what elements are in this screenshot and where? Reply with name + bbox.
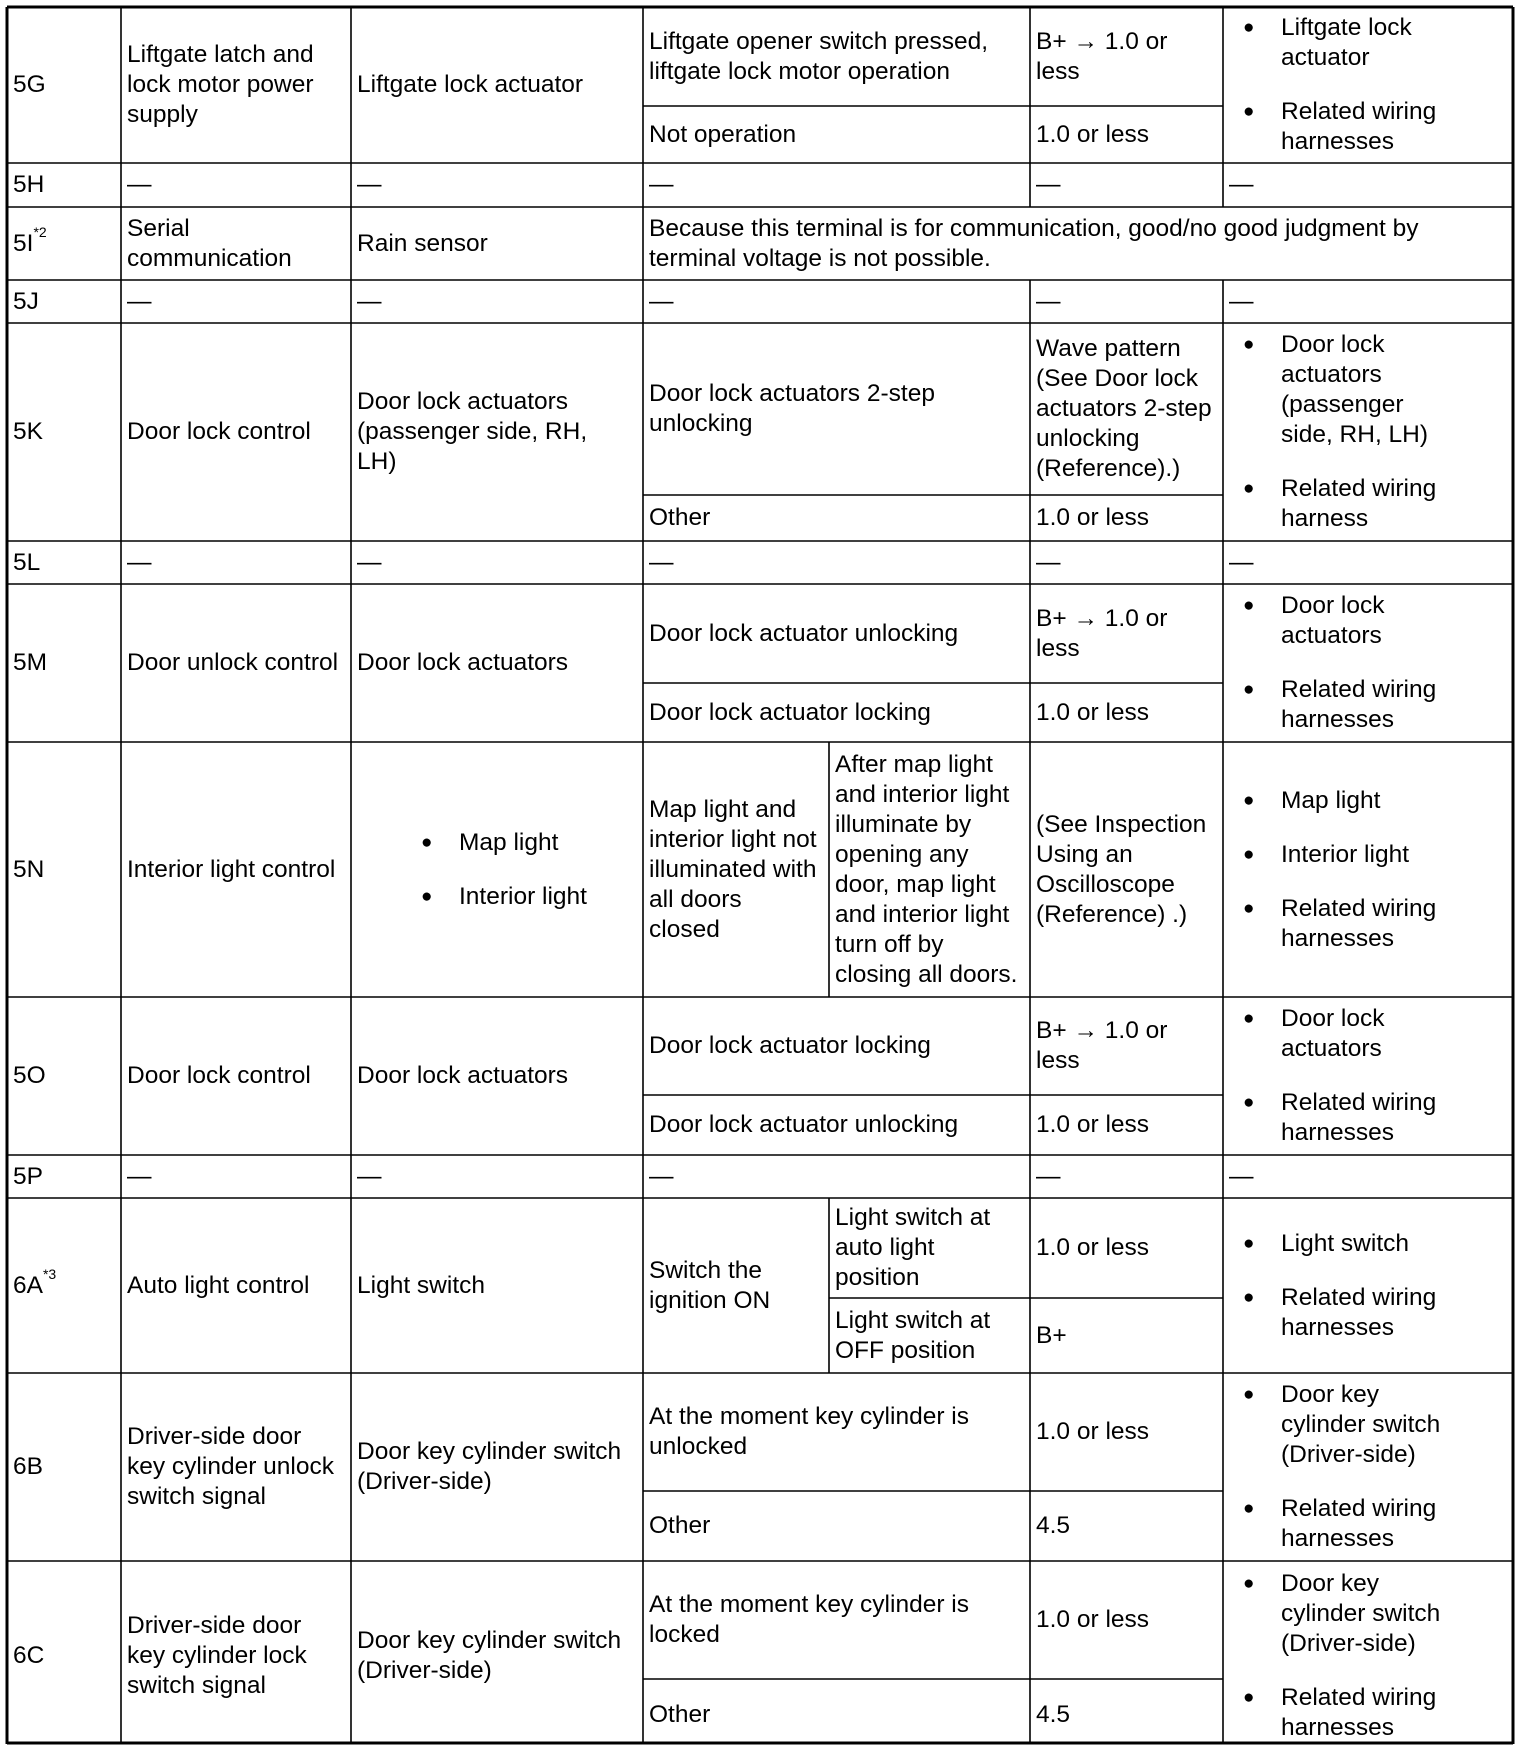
condition-cell <box>643 683 1030 742</box>
condition-cell <box>643 1155 1030 1198</box>
value-cell <box>1030 742 1223 997</box>
value-cell <box>1030 683 1223 742</box>
terminal-cell <box>7 163 121 207</box>
footnote-marker: *2 <box>33 224 47 241</box>
text-value: Light switch at auto light position <box>835 1204 991 1291</box>
text-value: — <box>357 171 382 198</box>
value <box>1036 604 1167 664</box>
signal-cell <box>121 1155 351 1198</box>
text-value: Other <box>649 1512 711 1539</box>
value-cell <box>1030 7 1223 106</box>
connected-part <box>357 1271 485 1301</box>
bullet-item: ● Liftgate lock actuator <box>1229 13 1436 73</box>
bullet-item: ● Interior light <box>1229 840 1436 870</box>
signal-name <box>127 548 152 578</box>
check-cell <box>1223 997 1513 1155</box>
text-value: Door lock control <box>127 1062 311 1089</box>
value <box>1036 503 1149 533</box>
text-value: Other <box>649 504 711 531</box>
bullet-item: ● Related wiring harnesses <box>1229 1683 1440 1743</box>
condition <box>649 1031 931 1061</box>
text-value: Auto light control <box>127 1271 310 1299</box>
terminal-number <box>13 1452 43 1482</box>
text-value: 1.0 or less <box>1036 1418 1150 1445</box>
bullet-item: ● Related wiring harnesses <box>1229 1494 1440 1554</box>
terminal-number <box>13 287 39 317</box>
text-value: B+ → 1.0 or less <box>1036 1017 1168 1074</box>
condition <box>649 379 935 439</box>
text-value: Because this terminal is for communication, good/no good judgment by terminal voltage is not possible. <box>649 214 1419 272</box>
text-value: Rain sensor <box>357 229 488 257</box>
value-cell <box>1030 1198 1223 1298</box>
condition-cell <box>643 541 1030 584</box>
connected-cell <box>351 997 643 1155</box>
text-value: — <box>1036 171 1061 198</box>
condition <box>649 503 710 533</box>
check-cell <box>1223 280 1513 323</box>
terminal-number <box>13 548 40 578</box>
terminal-cell <box>7 280 121 323</box>
text-value: Switch the ignition ON <box>649 1256 771 1314</box>
connected-cell <box>351 207 643 280</box>
connected-cell <box>351 1198 643 1373</box>
text-value: 5N <box>13 855 45 883</box>
condition <box>649 619 958 649</box>
text-value: B+ → 1.0 or less <box>1036 27 1168 85</box>
condition <box>649 1511 710 1541</box>
sub-condition-cell <box>829 1298 1030 1373</box>
text-value: — <box>1229 287 1254 315</box>
text-value: 6C <box>13 1641 45 1669</box>
condition-cell <box>643 106 1030 163</box>
text-value: Driver-side door key cylinder lock switch signal <box>127 1611 307 1699</box>
terminal-number <box>13 648 47 678</box>
value-cell <box>1030 1095 1223 1155</box>
check-cell <box>1223 163 1513 207</box>
text-value: Liftgate latch and lock motor power supply <box>127 41 314 128</box>
terminal-cell <box>7 1155 121 1198</box>
text-value: Door unlock control <box>127 649 339 676</box>
condition <box>649 548 674 578</box>
signal-name <box>127 1611 307 1701</box>
condition <box>649 287 674 317</box>
text-value: — <box>1036 287 1061 315</box>
check-list <box>1229 1229 1436 1343</box>
check-cell <box>1223 742 1513 997</box>
bullet-item: ● Map light <box>407 828 587 858</box>
signal-cell <box>121 280 351 323</box>
terminal-cell <box>7 997 121 1155</box>
check-cell <box>1223 1373 1513 1561</box>
connected-cell <box>351 1155 643 1198</box>
value <box>1036 810 1206 930</box>
text-value: — <box>1229 548 1254 576</box>
value-cell <box>1030 1155 1223 1198</box>
condition-cell <box>643 1679 1030 1750</box>
connected-cell <box>351 1561 643 1750</box>
bullet-item: ● Door lock actuators (passenger side, RH, LH) <box>1229 330 1436 450</box>
condition-cell <box>643 1095 1030 1155</box>
sub-condition <box>835 1306 990 1366</box>
connected-part <box>357 70 583 100</box>
check-cell <box>1223 541 1513 584</box>
terminal-cell <box>7 1561 121 1750</box>
check-list <box>1229 1004 1436 1148</box>
text-value: 4.5 <box>1036 1700 1071 1728</box>
text-value: At the moment key cylinder is locked <box>649 1591 969 1648</box>
signal-name <box>127 287 152 317</box>
signal-name <box>127 170 152 200</box>
sub-condition-cell <box>829 742 1030 997</box>
text-value: B+ → 1.0 or less <box>1036 604 1168 662</box>
text-value: — <box>649 548 674 576</box>
terminal-cell <box>7 584 121 742</box>
value-cell <box>1030 495 1223 541</box>
text-value: 5K <box>13 418 43 445</box>
value-cell <box>1030 1373 1223 1491</box>
value <box>1036 1417 1149 1447</box>
value <box>1036 287 1061 317</box>
bullet-item: ● Map light <box>1229 786 1436 816</box>
condition-cell <box>643 1561 1030 1679</box>
signal-name <box>127 1162 152 1192</box>
text-value: B+ <box>1036 1321 1067 1349</box>
condition <box>649 1700 710 1730</box>
terminal-number <box>13 417 43 447</box>
check-item <box>1229 1162 1254 1192</box>
condition-cell <box>643 997 1030 1095</box>
communication-note-cell <box>643 207 1513 280</box>
signal-name <box>127 1061 311 1091</box>
text-value: 5G <box>13 71 46 98</box>
signal-cell <box>121 163 351 207</box>
check-item <box>1229 548 1254 578</box>
communication-note <box>649 214 1418 274</box>
check-list <box>1229 13 1436 157</box>
text-value: 5I <box>13 229 34 257</box>
sub-condition-cell <box>829 1198 1030 1298</box>
signal-name <box>127 1271 310 1301</box>
text-value: 5M <box>13 649 48 676</box>
text-value: Light switch at OFF position <box>835 1306 991 1364</box>
text-value: 6A <box>13 1271 43 1299</box>
text-value: After map light and interior light illuminate by opening any door, map light and interior light turn off by closing all doors. <box>835 750 1018 988</box>
terminal-number <box>13 855 44 885</box>
value-cell <box>1030 1298 1223 1373</box>
signal-name <box>127 214 292 274</box>
text-value: — <box>357 287 382 315</box>
text-value: Door lock actuator locking <box>649 698 931 726</box>
text-value: Wave pattern (See Door lock actuators 2-step unlocking (Reference).) <box>1036 335 1212 482</box>
check-list <box>1229 330 1436 534</box>
connected-part <box>357 1626 621 1686</box>
text-value: Door lock actuator unlocking <box>649 1111 959 1138</box>
terminal-number <box>13 1061 46 1091</box>
text-value: — <box>1036 1162 1061 1190</box>
bullet-item: ● Related wiring harnesses <box>1229 894 1436 954</box>
text-value: — <box>1229 1162 1254 1190</box>
connected-part <box>357 1061 568 1091</box>
text-value: Door key cylinder switch (Driver-side) <box>357 1626 622 1684</box>
value <box>1036 120 1149 150</box>
value <box>1036 1162 1061 1192</box>
connected-part <box>357 387 587 477</box>
text-value: — <box>127 1162 152 1190</box>
signal-cell <box>121 997 351 1155</box>
text-value: Driver-side door key cylinder unlock switch signal <box>127 1423 334 1510</box>
text-value: — <box>1229 171 1254 198</box>
text-value: — <box>649 1162 674 1190</box>
condition-cell <box>643 323 1030 495</box>
connected-list <box>407 828 587 912</box>
text-value: Door key cylinder switch (Driver-side) <box>357 1438 622 1495</box>
bullet-item: ● Door key cylinder switch (Driver-side) <box>1229 1569 1440 1659</box>
text-value: 1.0 or less <box>1036 698 1150 726</box>
text-value: 5O <box>13 1062 46 1089</box>
text-value: Interior light control <box>127 855 336 883</box>
bullet-item: ● Related wiring harnesses <box>1229 1088 1436 1148</box>
value <box>1036 1700 1070 1730</box>
check-item <box>1229 287 1254 317</box>
text-value: — <box>649 171 674 198</box>
connected-cell <box>351 742 643 997</box>
check-cell <box>1223 1155 1513 1198</box>
sub-condition <box>835 1203 990 1293</box>
condition-cell <box>643 1373 1030 1491</box>
bullet-item: ● Interior light <box>407 882 587 912</box>
value <box>1036 1511 1070 1541</box>
text-value: (See Inspection Using an Oscilloscope (Reference) .) <box>1036 810 1207 928</box>
value <box>1036 1321 1067 1351</box>
text-value: At the moment key cylinder is unlocked <box>649 1403 969 1460</box>
check-cell <box>1223 584 1513 742</box>
terminal-cell <box>7 541 121 584</box>
signal-cell <box>121 207 351 280</box>
signal-name <box>127 417 311 447</box>
value <box>1036 27 1167 87</box>
terminal-cell <box>7 323 121 541</box>
text-value: 1.0 or less <box>1036 120 1150 148</box>
text-value: — <box>649 287 674 315</box>
signal-cell <box>121 7 351 163</box>
text-value: 1.0 or less <box>1036 1606 1150 1633</box>
terminal-number <box>13 170 44 200</box>
signal-cell <box>121 1373 351 1561</box>
terminal-cell <box>7 1198 121 1373</box>
condition <box>649 1256 770 1316</box>
value <box>1036 698 1149 728</box>
signal-cell <box>121 1561 351 1750</box>
value <box>1036 1233 1149 1263</box>
connected-cell <box>351 584 643 742</box>
signal-cell <box>121 584 351 742</box>
signal-cell <box>121 323 351 541</box>
condition <box>649 1402 969 1462</box>
value-cell <box>1030 280 1223 323</box>
value-cell <box>1030 541 1223 584</box>
terminal-number <box>13 224 47 259</box>
bullet-item: ● Door lock actuators <box>1229 1004 1436 1064</box>
bullet-item: ● Related wiring harnesses <box>1229 97 1436 157</box>
value-cell <box>1030 1679 1223 1750</box>
text-value: 5P <box>13 1162 43 1190</box>
condition-cell <box>643 584 1030 683</box>
text-value: 4.5 <box>1036 1512 1071 1539</box>
condition <box>649 120 796 150</box>
condition-cell <box>643 742 829 997</box>
text-value: Door lock actuators <box>357 649 569 676</box>
bullet-item: ● Related wiring harness <box>1229 474 1436 534</box>
condition <box>649 27 988 87</box>
connected-part <box>357 648 568 678</box>
text-value: Serial communication <box>127 214 292 272</box>
value-cell <box>1030 1561 1223 1679</box>
text-value: Door lock control <box>127 418 311 445</box>
bullet-item: ● Door lock actuators <box>1229 591 1436 651</box>
terminal-cell <box>7 1373 121 1561</box>
text-value: — <box>1036 548 1061 576</box>
value <box>1036 1605 1149 1635</box>
signal-cell <box>121 541 351 584</box>
condition-cell <box>643 280 1030 323</box>
text-value: Other <box>649 1700 711 1728</box>
connected-cell <box>351 1373 643 1561</box>
text-value: Door lock actuators (passenger side, RH, LH) <box>357 388 588 475</box>
condition-cell <box>643 7 1030 106</box>
text-value: 6B <box>13 1453 43 1480</box>
connected-cell <box>351 7 643 163</box>
signal-name <box>127 40 314 130</box>
sub-condition <box>835 750 1017 990</box>
condition-cell <box>643 1198 829 1373</box>
connected-part <box>357 170 382 200</box>
text-value: — <box>127 171 152 198</box>
condition <box>649 1590 969 1650</box>
bullet-item: ● Related wiring harnesses <box>1229 675 1436 735</box>
check-cell <box>1223 7 1513 163</box>
connected-part <box>357 548 382 578</box>
bullet-item: ● Door key cylinder switch (Driver-side) <box>1229 1380 1440 1470</box>
footnote-marker: *3 <box>42 1266 57 1283</box>
signal-name <box>127 855 335 885</box>
text-value: — <box>357 548 382 576</box>
condition-cell <box>643 495 1030 541</box>
text-value: Door lock actuator locking <box>649 1032 931 1059</box>
text-value: 1.0 or less <box>1036 504 1150 531</box>
connected-cell <box>351 163 643 207</box>
check-list <box>1229 1380 1440 1554</box>
text-value: Liftgate lock actuator <box>357 71 584 98</box>
check-list <box>1229 591 1436 735</box>
condition <box>649 1162 674 1192</box>
text-value: 5L <box>13 548 41 576</box>
connected-part <box>357 229 488 259</box>
text-value: Not operation <box>649 120 797 148</box>
text-value: 5J <box>13 287 39 315</box>
text-value: Door lock actuator unlocking <box>649 619 959 647</box>
connected-cell <box>351 323 643 541</box>
connected-part <box>357 1437 621 1497</box>
connected-cell <box>351 541 643 584</box>
condition <box>649 698 931 728</box>
value-cell <box>1030 106 1223 163</box>
check-item <box>1229 170 1254 200</box>
value-cell <box>1030 163 1223 207</box>
connected-cell <box>351 280 643 323</box>
text-value: Liftgate opener switch pressed, liftgate lock motor operation <box>649 27 989 85</box>
bullet-item: ● Related wiring harnesses <box>1229 1283 1436 1343</box>
check-cell <box>1223 323 1513 541</box>
signal-cell <box>121 742 351 997</box>
connected-part <box>357 287 382 317</box>
text-value: — <box>357 1162 382 1190</box>
value-cell <box>1030 1491 1223 1561</box>
text-value: — <box>127 287 152 315</box>
value <box>1036 1110 1149 1140</box>
terminal-number <box>13 1162 43 1192</box>
connected-part <box>357 1162 382 1192</box>
condition <box>649 170 674 200</box>
text-value: 1.0 or less <box>1036 1234 1150 1261</box>
value <box>1036 548 1061 578</box>
text-value: Door lock actuators 2-step unlocking <box>649 380 935 437</box>
value-cell <box>1030 584 1223 683</box>
terminal-cell <box>7 742 121 997</box>
terminal-cell <box>7 207 121 280</box>
value <box>1036 334 1212 484</box>
condition <box>649 795 817 945</box>
condition <box>649 1110 958 1140</box>
value-cell <box>1030 997 1223 1095</box>
text-value: — <box>127 548 152 576</box>
check-list <box>1229 786 1436 954</box>
terminal-number <box>13 70 46 100</box>
terminal-number <box>13 1266 57 1301</box>
value <box>1036 170 1061 200</box>
value-cell <box>1030 323 1223 495</box>
text-value: Door lock actuators <box>357 1062 569 1089</box>
condition-cell <box>643 1491 1030 1561</box>
text-value: 1.0 or less <box>1036 1111 1150 1138</box>
check-list <box>1229 1569 1440 1743</box>
signal-name <box>127 1422 334 1512</box>
text-value: 5H <box>13 171 45 198</box>
condition-cell <box>643 163 1030 207</box>
signal-name <box>127 648 338 678</box>
terminal-cell <box>7 7 121 163</box>
value <box>1036 1016 1167 1076</box>
text-value: Map light and interior light not illuminated with all doors closed <box>649 795 817 943</box>
text-value: Light switch <box>357 1271 486 1299</box>
check-cell <box>1223 1561 1513 1750</box>
bullet-item: ● Light switch <box>1229 1229 1436 1259</box>
signal-cell <box>121 1198 351 1373</box>
check-cell <box>1223 1198 1513 1373</box>
terminal-number <box>13 1641 44 1671</box>
